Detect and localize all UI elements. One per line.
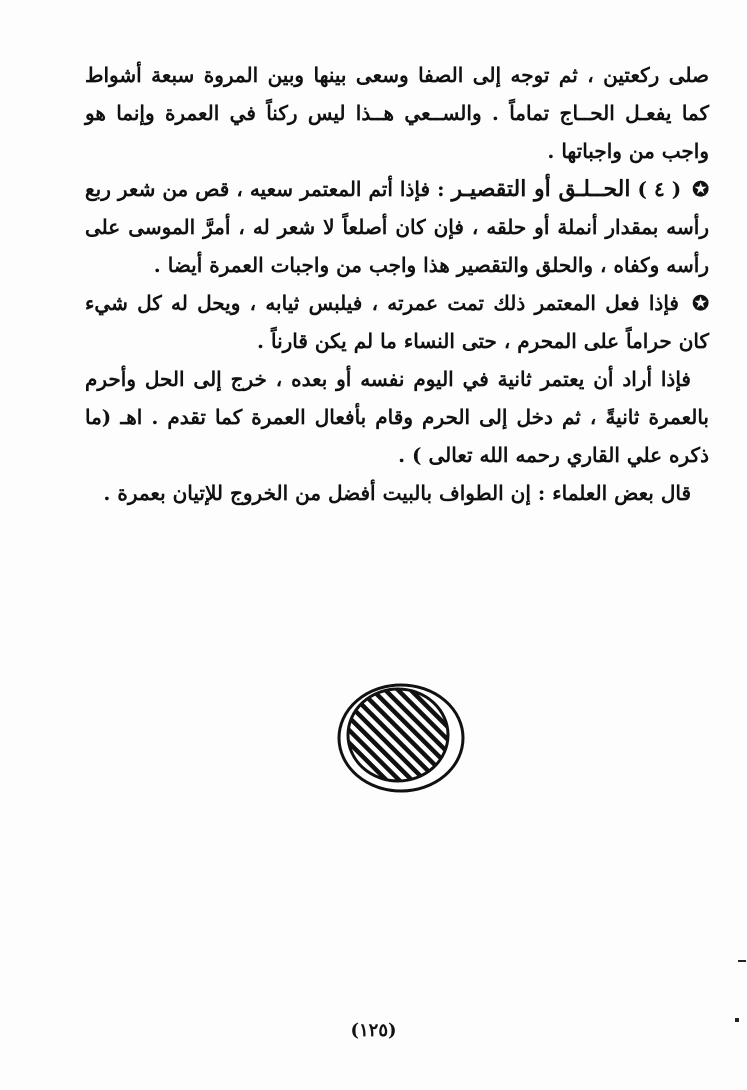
paragraph-scholars [85,474,709,512]
paragraph-text: قال بعض العلماء : إن الطواف بالبيت أفضل من الخروج للإتيان بعمرة . [103,481,691,505]
paragraph-text: صلى ركعتين ، ثم توجه إلى الصفا وسعى بينها وبين المروة سبعة أشواط كما يفعـل الحــاج تماماً . والســعي هــذا ليس ركناً في العمرة وإنما هو واجب من واجباتها . [85,63,709,163]
page-number: (١٢٥) [350,1020,397,1041]
paragraph-tahallul [85,284,709,360]
scan-edge-mark [735,1018,739,1022]
paragraph-halq [85,170,709,284]
scan-edge-mark [738,960,746,962]
hatched-circle-ornament-icon [337,683,465,793]
paragraph-text: : فإذا أتم المعتمر سعيه ، قص من شعر ربع رأسه بمقدار أنملة أو حلقه ، فإن كان أصلعاً لا شعر له ، أمرَّ الموسى على رأسه وكفاه ، والحلق والتقصير هذا واجب من واجبات العمرة أيضا . [85,177,709,277]
body-text [85,56,709,512]
paragraph-text: فإذا أراد أن يعتمر ثانية في اليوم نفسه أو بعده ، خرج إلى الحل وأحرم بالعمرة ثانيةً ، ثم دخل إلى الحرم وقام بأفعال العمرة كما تقدم . اهـ (ما ذكره علي القاري رحمه الله تعالى ) . [85,367,709,467]
paragraph-sai [85,56,709,170]
paragraph-text: فإذا فعل المعتمر ذلك تمت عمرته ، فيلبس ثيابه ، ويحل له كل شيء كان حراماً على المحرم ، حتى النساء ما لم يكن قارناً . [85,291,709,353]
paragraph-second-umrah [85,360,709,474]
star-bullet-icon: ✪ [692,291,710,315]
section-heading: الحــلـق أو التقصيـر [451,176,631,202]
paragraph-number: ( ٤ ) [637,177,682,201]
star-bullet-icon: ✪ [692,177,709,201]
